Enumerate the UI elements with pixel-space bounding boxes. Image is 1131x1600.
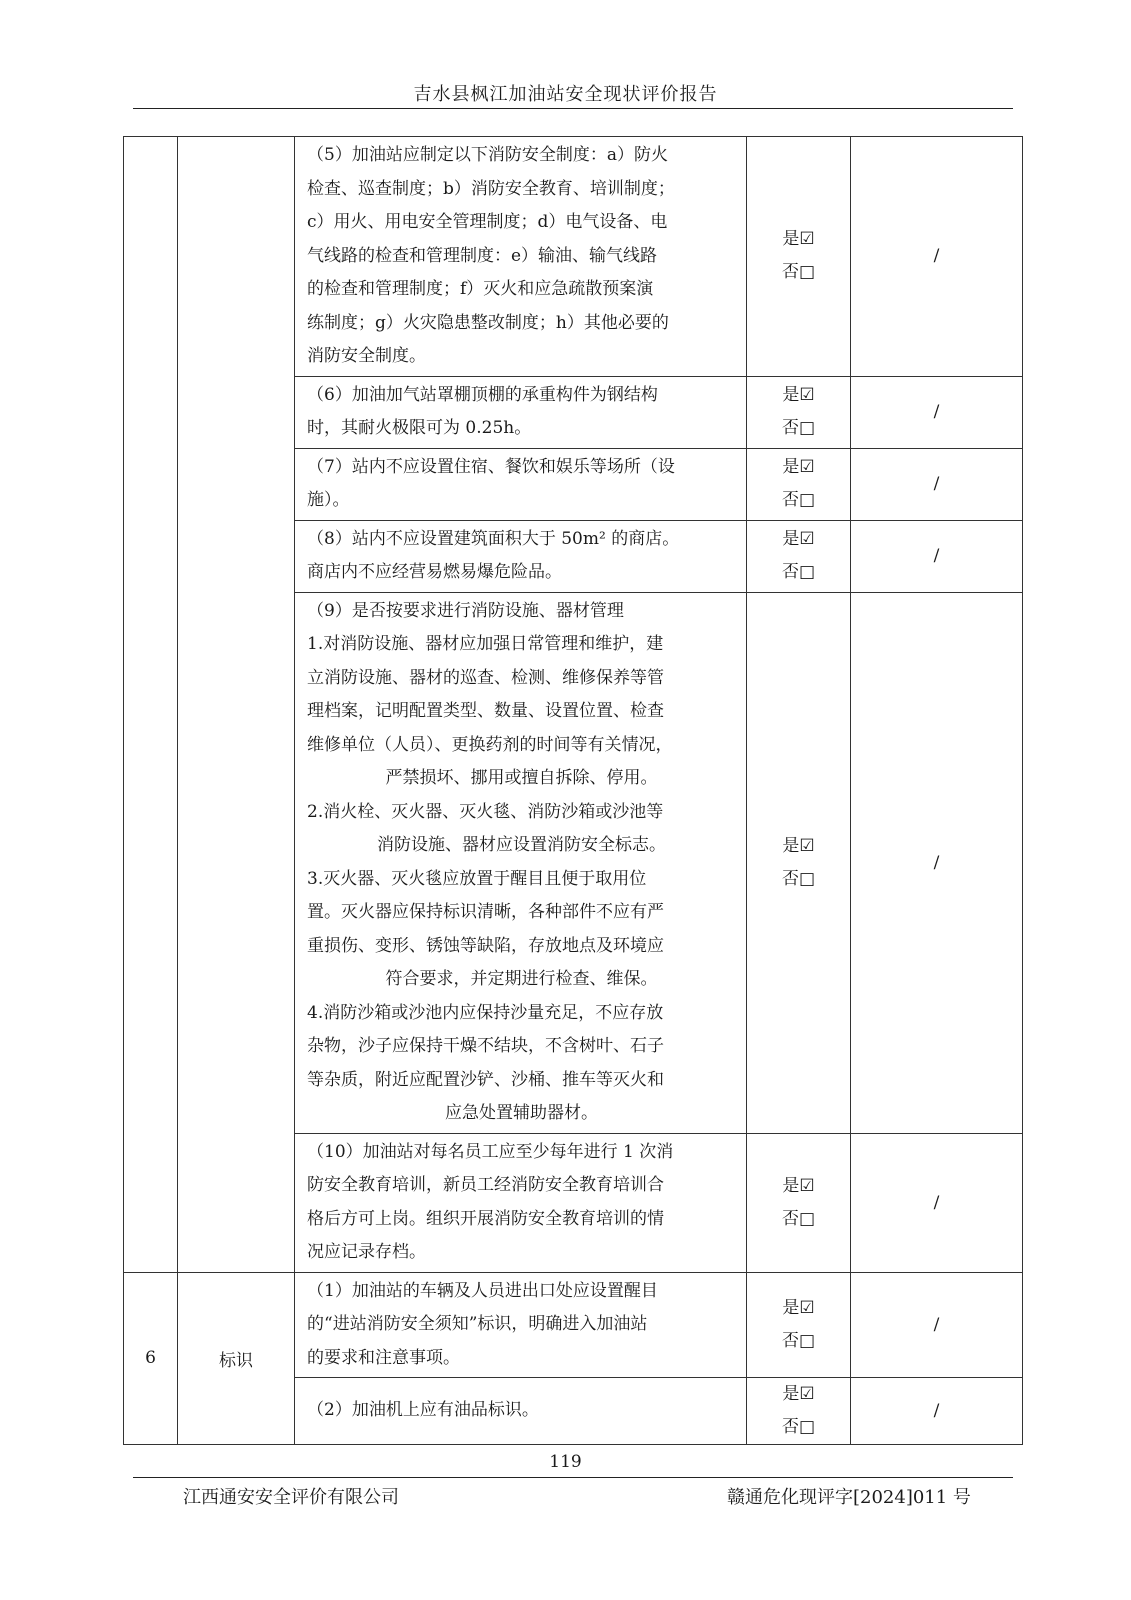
note-cell: / [851, 1378, 1023, 1445]
yes-checkbox: 是☑ [782, 457, 815, 477]
result-cell [747, 592, 851, 1133]
requirement-cell [295, 520, 747, 592]
no-checkbox: 否□ [781, 490, 816, 510]
result-cell [747, 520, 851, 592]
requirement-line: （7）站内不应设置住宿、餐饮和娱乐等场所（设 [307, 456, 675, 477]
requirement-line: 符合要求，并定期进行检查、维保。 [385, 969, 658, 989]
no-checkbox: 否□ [781, 1417, 816, 1437]
requirement-line: c）用火、用电安全管理制度；d）电气设备、电 [307, 212, 668, 232]
requirement-line: 商店内不应经营易燃易爆危险品。 [307, 562, 562, 582]
requirement-line: 的“进站消防安全须知”标识，明确进入加油站 [307, 1314, 648, 1334]
requirement-line: 练制度；g）火灾隐患整改制度；h）其他必要的 [307, 312, 669, 333]
result-cell [747, 1133, 851, 1272]
document-number: 赣通危化现评字[2024]011 号 [727, 1487, 971, 1508]
requirement-cell [295, 592, 747, 1133]
requirement-line: 严禁损坏、挪用或擅自拆除、停用。 [385, 768, 658, 788]
requirement-line: 时，其耐火极限可为 0.25h。 [307, 418, 532, 438]
table-row [124, 137, 1023, 377]
note-cell: / [851, 1133, 1023, 1272]
note-cell: / [851, 137, 1023, 377]
requirement-line: （6）加油加气站罩棚顶棚的承重构件为钢结构 [307, 384, 658, 405]
requirement-cell [295, 376, 747, 448]
result-cell [747, 376, 851, 448]
requirement-line: （1）加油站的车辆及人员进出口处应设置醒目 [307, 1280, 658, 1301]
row-number-cell [124, 137, 178, 1273]
requirement-line: 格后方可上岗。组织开展消防安全教育培训的情 [307, 1208, 664, 1229]
requirement-line: （9）是否按要求进行消防设施、器材管理 [307, 600, 624, 621]
requirement-line: 应急处置辅助器材。 [445, 1103, 598, 1123]
yes-checkbox: 是☑ [782, 1175, 815, 1196]
no-checkbox: 否□ [781, 562, 816, 582]
result-cell [747, 1272, 851, 1378]
yes-checkbox: 是☑ [782, 1384, 815, 1404]
requirement-line: （5）加油站应制定以下消防安全制度：a）防火 [307, 145, 668, 165]
result-cell [747, 137, 851, 377]
requirement-line: （10）加油站对每名员工应至少每年进行 1 次消 [307, 1141, 674, 1162]
result-cell [747, 1378, 851, 1445]
note-cell: / [851, 376, 1023, 448]
requirement-cell [295, 1378, 747, 1445]
requirement-line: 理档案，记明配置类型、数量、设置位置、检查 [307, 701, 664, 721]
page-number: 119 [549, 1452, 582, 1472]
no-checkbox: 否□ [781, 868, 816, 889]
item-name-cell [178, 137, 295, 1273]
requirement-line: 重损伤、变形、锈蚀等缺陷，存放地点及环境应 [307, 935, 664, 956]
requirement-line: 立消防设施、器材的巡查、检测、维修保养等管 [307, 667, 664, 688]
yes-checkbox: 是☑ [782, 229, 815, 250]
requirement-line: 维修单位（人员）、更换药剂的时间等有关情况， [307, 734, 673, 755]
requirement-line: 2.消火栓、灭火器、灭火毯、消防沙箱或沙池等 [307, 801, 664, 822]
requirement-line: 等杂质，附近应配置沙铲、沙桶、推车等灭火和 [307, 1069, 664, 1090]
requirement-line: 1.对消防设施、器材应加强日常管理和维护，建 [307, 634, 664, 654]
requirement-line: （2）加油机上应有油品标识。 [307, 1400, 539, 1421]
yes-checkbox: 是☑ [782, 835, 815, 856]
yes-checkbox: 是☑ [782, 1297, 815, 1318]
row-number-cell: 6 [124, 1272, 178, 1445]
note-cell: / [851, 520, 1023, 592]
requirement-line: 气线路的检查和管理制度：e）输油、输气线路 [307, 245, 658, 266]
note-cell: / [851, 592, 1023, 1133]
requirement-cell [295, 137, 747, 377]
requirement-cell [295, 448, 747, 520]
table-row [124, 1272, 1023, 1378]
requirement-line: 消防设施、器材应设置消防安全标志。 [377, 835, 666, 855]
requirement-line: 况应记录存档。 [307, 1242, 426, 1262]
company-name: 江西通安安全评价有限公司 [183, 1487, 399, 1508]
requirement-line: 检查、巡查制度；b）消防安全教育、培训制度； [307, 178, 675, 199]
result-cell [747, 448, 851, 520]
requirement-line: 防安全教育培训，新员工经消防安全教育培训合 [307, 1175, 664, 1195]
no-checkbox: 否□ [781, 1330, 816, 1351]
requirement-line: 的检查和管理制度；f）灭火和应急疏散预案演 [307, 279, 654, 299]
requirement-line: 的要求和注意事项。 [307, 1347, 460, 1368]
no-checkbox: 否□ [781, 418, 816, 438]
requirement-line: 4.消防沙箱或沙池内应保持沙量充足，不应存放 [307, 1002, 664, 1023]
requirement-cell [295, 1133, 747, 1272]
requirement-line: 施）。 [307, 490, 350, 510]
yes-checkbox: 是☑ [782, 529, 815, 549]
note-cell: / [851, 1272, 1023, 1378]
requirement-line: 杂物，沙子应保持干燥不结块，不含树叶、石子 [307, 1036, 664, 1056]
requirement-line: 3.灭火器、灭火毯应放置于醒目且便于取用位 [307, 868, 647, 889]
requirement-cell [295, 1272, 747, 1378]
header-divider [133, 108, 1013, 109]
requirement-line: 置。灭火器应保持标识清晰，各种部件不应有严 [307, 902, 664, 922]
item-name-cell: 标识 [178, 1272, 295, 1445]
report-title: 吉水县枫江加油站安全现状评价报告 [413, 84, 718, 105]
requirement-line: 消防安全制度。 [307, 346, 426, 366]
no-checkbox: 否□ [781, 1208, 816, 1229]
inspection-table [123, 136, 1023, 1445]
yes-checkbox: 是☑ [782, 385, 815, 405]
no-checkbox: 否□ [781, 262, 816, 283]
requirement-line: （8）站内不应设置建筑面积大于 50m² 的商店。 [307, 528, 680, 549]
footer-divider [133, 1477, 1013, 1478]
note-cell: / [851, 448, 1023, 520]
